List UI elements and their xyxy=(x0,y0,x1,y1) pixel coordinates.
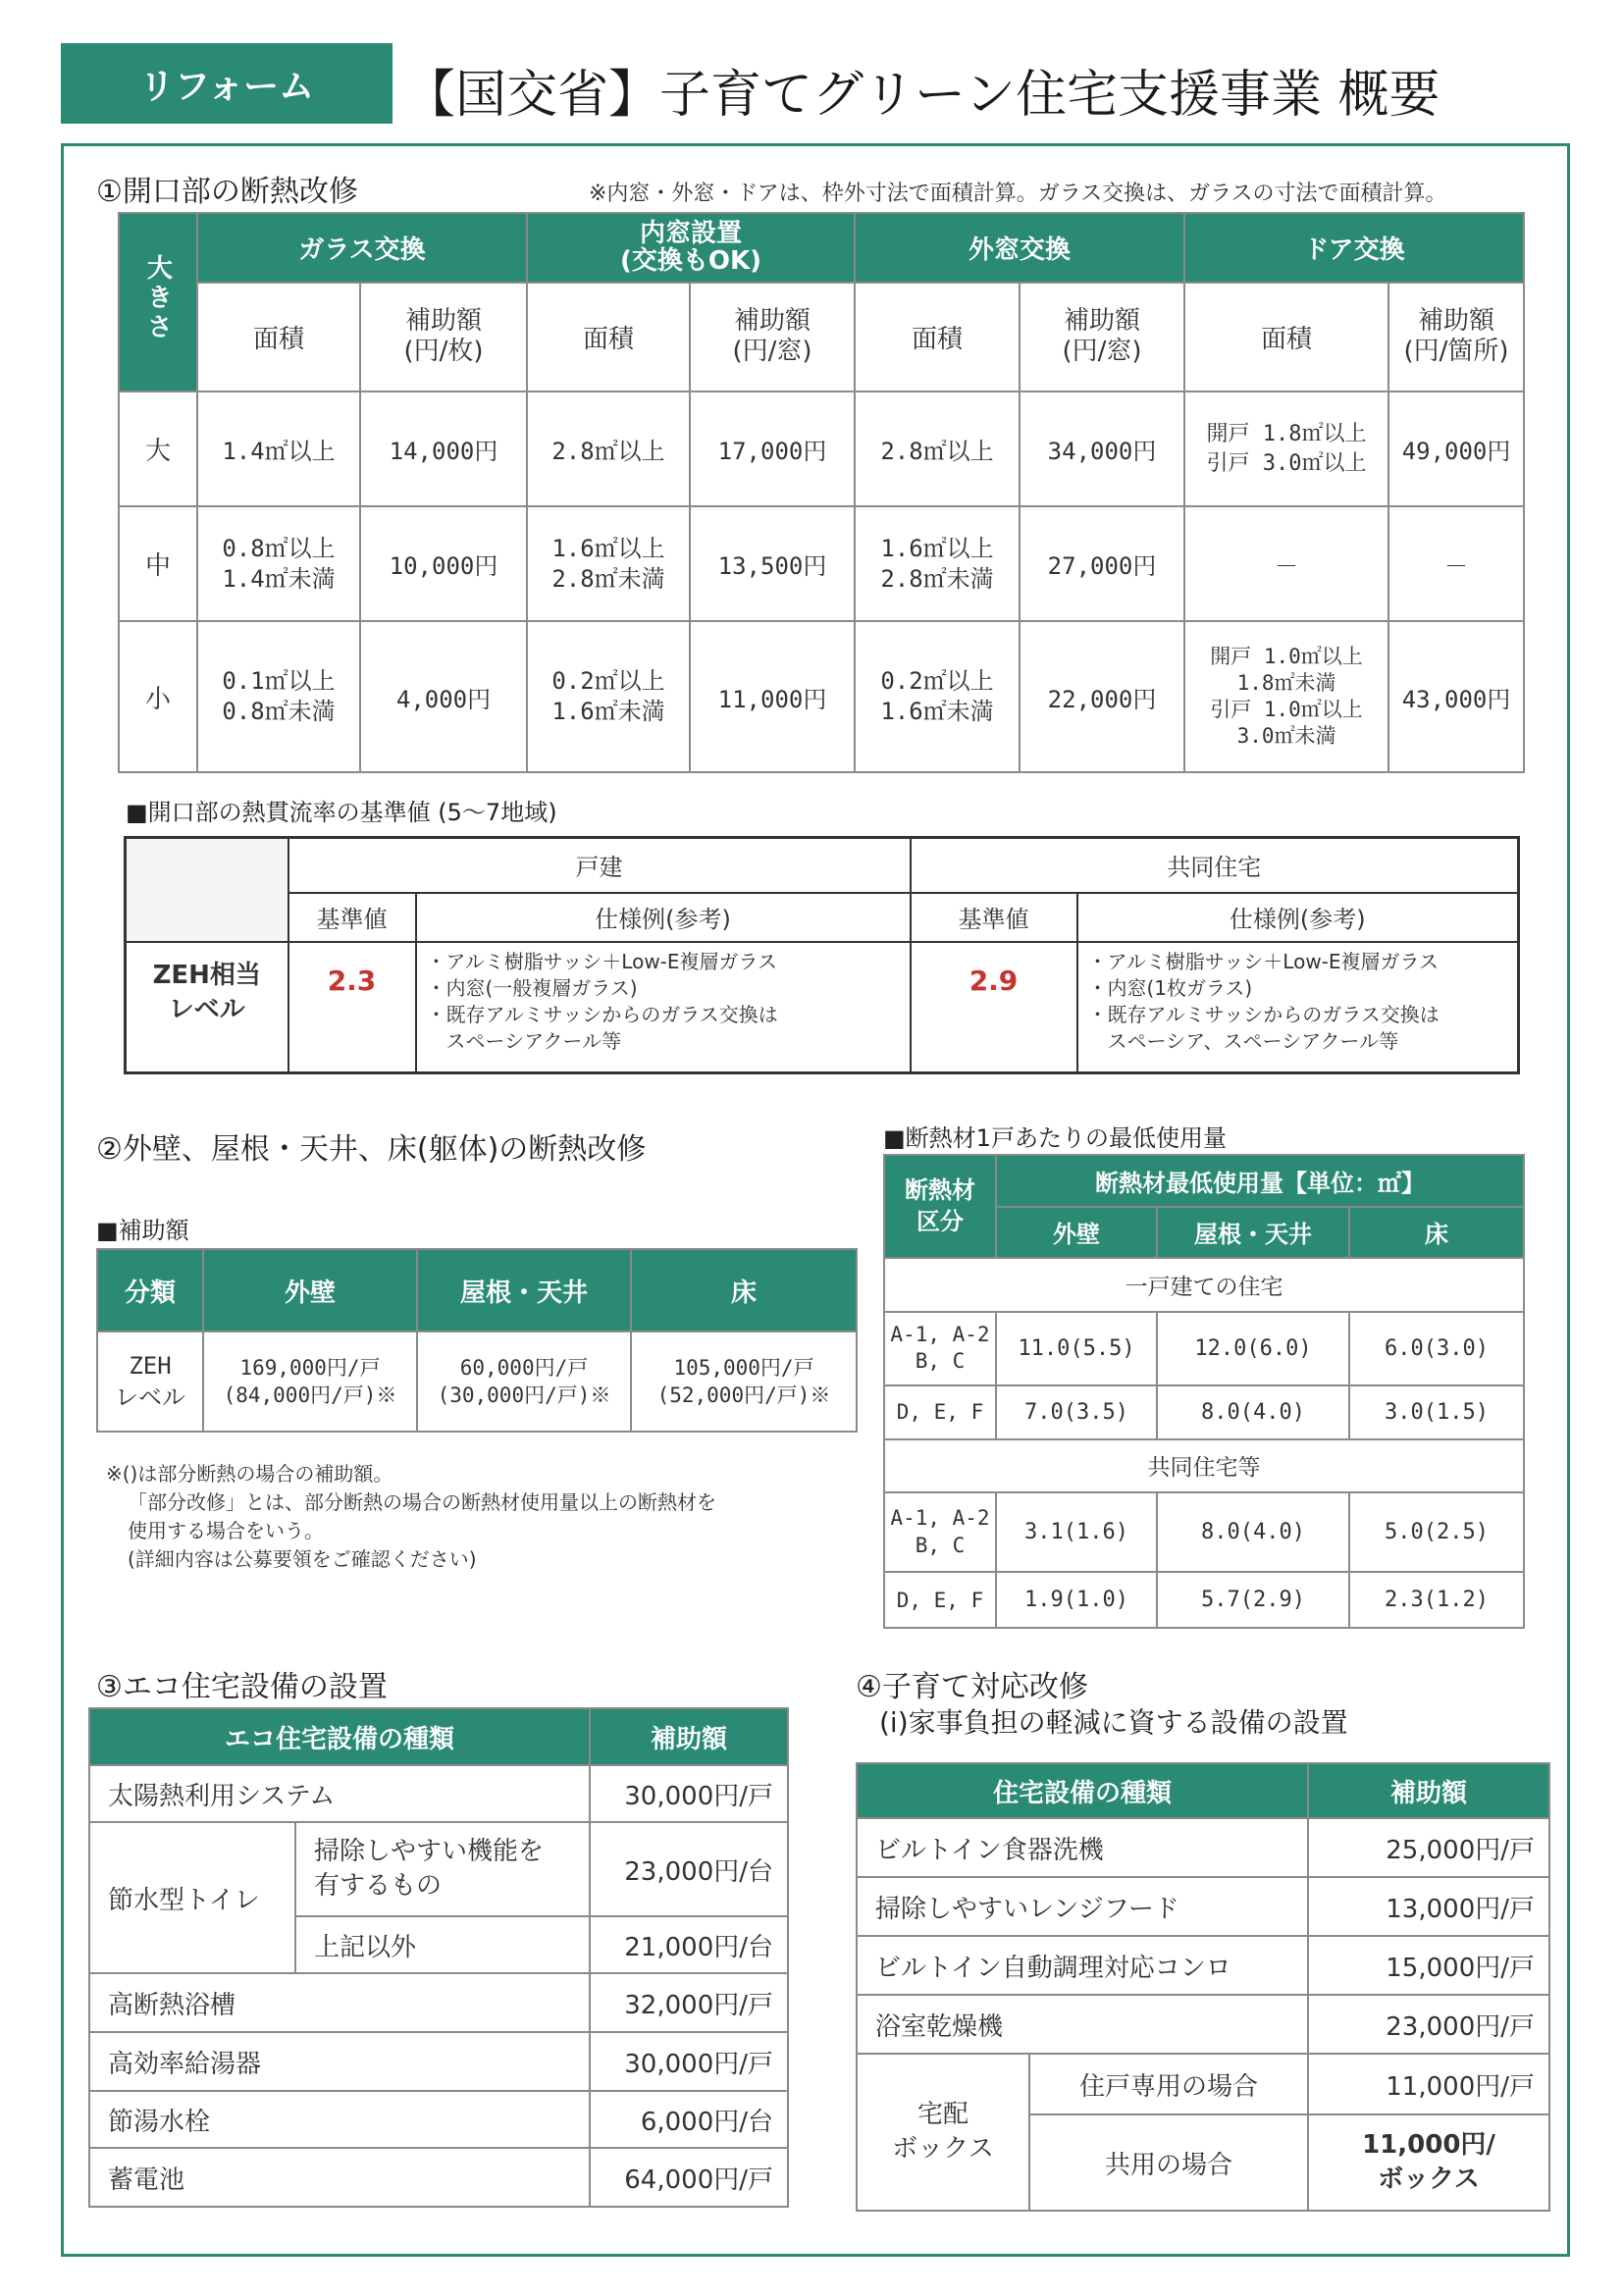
thermal-standard-table xyxy=(124,836,1520,1074)
item-amount: 13,000円/戸 xyxy=(1308,1877,1549,1936)
table-row xyxy=(857,1936,1549,1995)
spec-item: スペーシア、スペーシアクール等 xyxy=(1087,1028,1399,1053)
table-cell: 11,000円 xyxy=(690,621,855,772)
item-amount: 15,000円/戸 xyxy=(1308,1936,1549,1995)
item-sublabel: 上記以外 xyxy=(295,1916,590,1973)
opening-table xyxy=(118,212,1525,773)
table-cell: 2.3(1.2) xyxy=(1349,1572,1524,1628)
note-line: (詳細内容は公募要領をご確認ください) xyxy=(128,1547,477,1571)
size-medium: 中 xyxy=(119,506,197,621)
table-row xyxy=(89,2148,788,2207)
table-row xyxy=(884,1572,1524,1628)
spec-item: スペーシアクール等 xyxy=(426,1028,622,1053)
table-cell: 4,000円 xyxy=(360,621,527,772)
table-cell: 開戸 1.8㎡以上 引戸 3.0㎡以上 xyxy=(1184,391,1388,506)
group-glass: ガラス交換 xyxy=(197,213,527,283)
standard-header: 基準値 xyxy=(288,893,416,942)
item-amount: 25,000円/戸 xyxy=(1308,1818,1549,1877)
detached-header: 戸建 xyxy=(288,838,911,893)
table-cell: 3.0(1.5) xyxy=(1349,1385,1524,1439)
apartment-spec-list xyxy=(1077,942,1519,1073)
standard-header: 基準値 xyxy=(911,893,1077,942)
item-amount: 32,000円/戸 xyxy=(590,1973,788,2032)
table-row xyxy=(857,2054,1549,2114)
note-line: 「部分改修」とは、部分断熱の場合の断熱材使用量以上の断熱材を xyxy=(128,1490,716,1514)
amount-header: 補助額 xyxy=(590,1708,788,1765)
section1-title: ①開口部の断熱改修 xyxy=(96,175,358,209)
table-cell: 27,000円 xyxy=(1020,506,1184,621)
table-cell: 34,000円 xyxy=(1020,391,1184,506)
item-label: 節水型トイレ xyxy=(89,1822,295,1973)
item-sublabel: 共用の場合 xyxy=(1029,2114,1308,2211)
col-header: 外壁 xyxy=(996,1207,1157,1259)
item-amount: 11,000円/ ボックス xyxy=(1308,2114,1549,2211)
section-detached: 一戸建ての住宅 xyxy=(884,1258,1524,1312)
thermal-standard-title: ■開口部の熱貫流率の基準値 (5〜7地域) xyxy=(126,799,557,826)
item-label: 節湯水栓 xyxy=(89,2091,590,2148)
row-label: D, E, F xyxy=(884,1385,996,1439)
spec-item: ・内窓(一般複層ガラス) xyxy=(426,975,638,1000)
table-cell: 0.8㎡以上 1.4㎡未満 xyxy=(197,506,360,621)
table-cell: 8.0(4.0) xyxy=(1157,1385,1349,1439)
table-cell: 1.9(1.0) xyxy=(996,1572,1157,1628)
subhead-amount: 補助額 (円/窓) xyxy=(690,283,855,391)
row-label: A-1, A-2 B, C xyxy=(884,1312,996,1385)
item-amount: 30,000円/戸 xyxy=(590,1765,788,1822)
item-amount: 11,000円/戸 xyxy=(1308,2054,1549,2114)
subhead-area: 面積 xyxy=(197,283,360,391)
spec-item: ・内窓(1枚ガラス) xyxy=(1087,975,1253,1000)
row-label: A-1, A-2 B, C xyxy=(884,1492,996,1572)
section-apartment: 共同住宅等 xyxy=(884,1439,1524,1493)
item-label: 高断熱浴槽 xyxy=(89,1973,590,2032)
col-header: 床 xyxy=(631,1249,857,1331)
apartment-standard-value: 2.9 xyxy=(911,942,1077,1073)
size-small: 小 xyxy=(119,621,197,772)
detached-standard-value: 2.3 xyxy=(288,942,416,1073)
insulation-usage-title: ■断熱材1戸あたりの最低使用量 xyxy=(883,1124,1227,1152)
item-label: 宅配 ボックス xyxy=(857,2054,1029,2211)
table-row xyxy=(89,1765,788,1822)
detached-spec-list xyxy=(416,942,911,1073)
blank-corner xyxy=(126,838,288,942)
item-amount: 23,000円/台 xyxy=(590,1822,788,1916)
household-equipment-table xyxy=(856,1762,1550,2212)
col-header: 屋根・天井 xyxy=(417,1249,631,1331)
table-cell: 14,000円 xyxy=(360,391,527,506)
table-cell: 7.0(3.5) xyxy=(996,1385,1157,1439)
subhead-amount: 補助額 (円/窓) xyxy=(1020,283,1184,391)
size-large: 大 xyxy=(119,391,197,506)
group-door: ドア交換 xyxy=(1184,213,1524,283)
table-cell: 0.1㎡以上 0.8㎡未満 xyxy=(197,621,360,772)
table-row xyxy=(884,1312,1524,1385)
spec-header: 仕様例(参考) xyxy=(416,893,911,942)
item-amount: 21,000円/台 xyxy=(590,1916,788,1973)
table-cell: 0.2㎡以上 1.6㎡未満 xyxy=(855,621,1020,772)
usage-header: 断熱材最低使用量【単位：㎡】 xyxy=(996,1155,1524,1207)
spec-item: ・既存アルミサッシからのガラス交換は xyxy=(426,1002,778,1026)
subhead-amount: 補助額 (円/箇所) xyxy=(1388,283,1524,391)
subhead-area: 面積 xyxy=(527,283,690,391)
table-row xyxy=(89,1973,788,2032)
item-amount: 23,000円/戸 xyxy=(1308,1995,1549,2054)
table-cell: 11.0(5.5) xyxy=(996,1312,1157,1385)
table-cell: 0.2㎡以上 1.6㎡未満 xyxy=(527,621,690,772)
section2-title: ②外壁、屋根・天井、床(躯体)の断熱改修 xyxy=(96,1132,647,1167)
table-cell: － xyxy=(1184,506,1388,621)
group-outer-window: 外窓交換 xyxy=(855,213,1184,283)
item-label: 蓄電池 xyxy=(89,2148,590,2207)
table-cell: 開戸 1.0㎡以上 1.8㎡未満 引戸 1.0㎡以上 3.0㎡未満 xyxy=(1184,621,1388,772)
spec-item: ・アルミ樹脂サッシ＋Low-E複層ガラス xyxy=(426,949,777,973)
zeh-level-label: ZEH相当 レベル xyxy=(126,942,288,1073)
table-row xyxy=(884,1492,1524,1572)
category-tag: リフォーム xyxy=(61,43,393,124)
item-label: ビルトイン食器洗機 xyxy=(857,1818,1308,1877)
subhead-amount: 補助額 (円/枚) xyxy=(360,283,527,391)
spec-header: 仕様例(参考) xyxy=(1077,893,1519,942)
table-cell: 2.8㎡以上 xyxy=(855,391,1020,506)
page-title: 【国交省】子育てグリーン住宅支援事業 概要 xyxy=(404,66,1440,125)
table-cell: 169,000円/戸 (84,000円/戸)※ xyxy=(203,1331,417,1432)
col-header: 外壁 xyxy=(203,1249,417,1331)
table-cell: 43,000円 xyxy=(1388,621,1524,772)
type-header: 住宅設備の種類 xyxy=(857,1763,1308,1818)
item-label: 高効率給湯器 xyxy=(89,2032,590,2091)
table-cell: 10,000円 xyxy=(360,506,527,621)
table-row xyxy=(89,1822,788,1916)
table-cell: 12.0(6.0) xyxy=(1157,1312,1349,1385)
table-cell: 5.0(2.5) xyxy=(1349,1492,1524,1572)
subhead-area: 面積 xyxy=(855,283,1020,391)
row-label: D, E, F xyxy=(884,1572,996,1628)
item-sublabel: 掃除しやすい機能を 有するもの xyxy=(295,1822,590,1916)
table-cell: 49,000円 xyxy=(1388,391,1524,506)
table-cell: 5.7(2.9) xyxy=(1157,1572,1349,1628)
table-cell: 3.1(1.6) xyxy=(996,1492,1157,1572)
item-amount: 6,000円/台 xyxy=(590,2091,788,2148)
table-cell: 105,000円/戸 (52,000円/戸)※ xyxy=(631,1331,857,1432)
section4-title: ④子育て対応改修 xyxy=(856,1670,1088,1704)
table-cell: 2.8㎡以上 xyxy=(527,391,690,506)
amount-header: 補助額 xyxy=(1308,1763,1549,1818)
note-line: ※()は部分断熱の場合の補助額。 xyxy=(106,1462,393,1486)
spec-item: ・既存アルミサッシからのガラス交換は xyxy=(1087,1002,1440,1026)
table-row xyxy=(119,506,1524,621)
table-cell: 6.0(3.0) xyxy=(1349,1312,1524,1385)
class-header: 断熱材 区分 xyxy=(884,1155,996,1258)
table-row xyxy=(857,1818,1549,1877)
table-cell: － xyxy=(1388,506,1524,621)
table-cell: 13,500円 xyxy=(690,506,855,621)
table-cell: 1.4㎡以上 xyxy=(197,391,360,506)
spec-item: ・アルミ樹脂サッシ＋Low-E複層ガラス xyxy=(1087,949,1439,973)
note-line: 使用する場合をいう。 xyxy=(128,1519,324,1542)
col-header: 屋根・天井 xyxy=(1157,1207,1349,1259)
item-amount: 64,000円/戸 xyxy=(590,2148,788,2207)
subhead-area: 面積 xyxy=(1184,283,1388,391)
item-label: 太陽熱利用システム xyxy=(89,1765,590,1822)
zeh-row-label: ZEH レベル xyxy=(97,1331,203,1432)
envelope-notes xyxy=(106,1460,716,1574)
section3-title: ③エコ住宅設備の設置 xyxy=(96,1670,388,1704)
item-amount: 30,000円/戸 xyxy=(590,2032,788,2091)
item-sublabel: 住戸専用の場合 xyxy=(1029,2054,1308,2114)
type-header: エコ住宅設備の種類 xyxy=(89,1708,590,1765)
table-cell: 17,000円 xyxy=(690,391,855,506)
table-row xyxy=(97,1331,857,1432)
table-row xyxy=(119,621,1524,772)
table-cell: 8.0(4.0) xyxy=(1157,1492,1349,1572)
section4-subtitle: (ⅰ)家事負担の軽減に資する設備の設置 xyxy=(879,1706,1348,1739)
group-inner-window: 内窓設置 (交換もOK) xyxy=(527,213,855,283)
col-header: 分類 xyxy=(97,1249,203,1331)
size-header: 大きさ xyxy=(119,213,197,391)
table-row xyxy=(884,1385,1524,1439)
table-cell: 22,000円 xyxy=(1020,621,1184,772)
table-cell: 1.6㎡以上 2.8㎡未満 xyxy=(855,506,1020,621)
apartment-header: 共同住宅 xyxy=(911,838,1519,893)
item-label: ビルトイン自動調理対応コンロ xyxy=(857,1936,1308,1995)
table-cell: 1.6㎡以上 2.8㎡未満 xyxy=(527,506,690,621)
table-cell: 60,000円/戸 (30,000円/戸)※ xyxy=(417,1331,631,1432)
eco-equipment-table xyxy=(88,1707,789,2208)
item-label: 浴室乾燥機 xyxy=(857,1995,1308,2054)
table-row xyxy=(857,1877,1549,1936)
table-row xyxy=(89,2091,788,2148)
insulation-usage-table xyxy=(883,1154,1525,1629)
item-label: 掃除しやすいレンジフード xyxy=(857,1877,1308,1936)
table-row xyxy=(119,391,1524,506)
col-header: 床 xyxy=(1349,1207,1524,1259)
subsidy-subtitle: ■補助額 xyxy=(96,1217,189,1244)
table-row xyxy=(89,2032,788,2091)
table-row xyxy=(857,1995,1549,2054)
section1-note: ※内窓・外窓・ドアは、枠外寸法で面積計算。ガラス交換は、ガラスの寸法で面積計算。 xyxy=(589,182,1447,206)
envelope-subsidy-table xyxy=(96,1248,858,1433)
